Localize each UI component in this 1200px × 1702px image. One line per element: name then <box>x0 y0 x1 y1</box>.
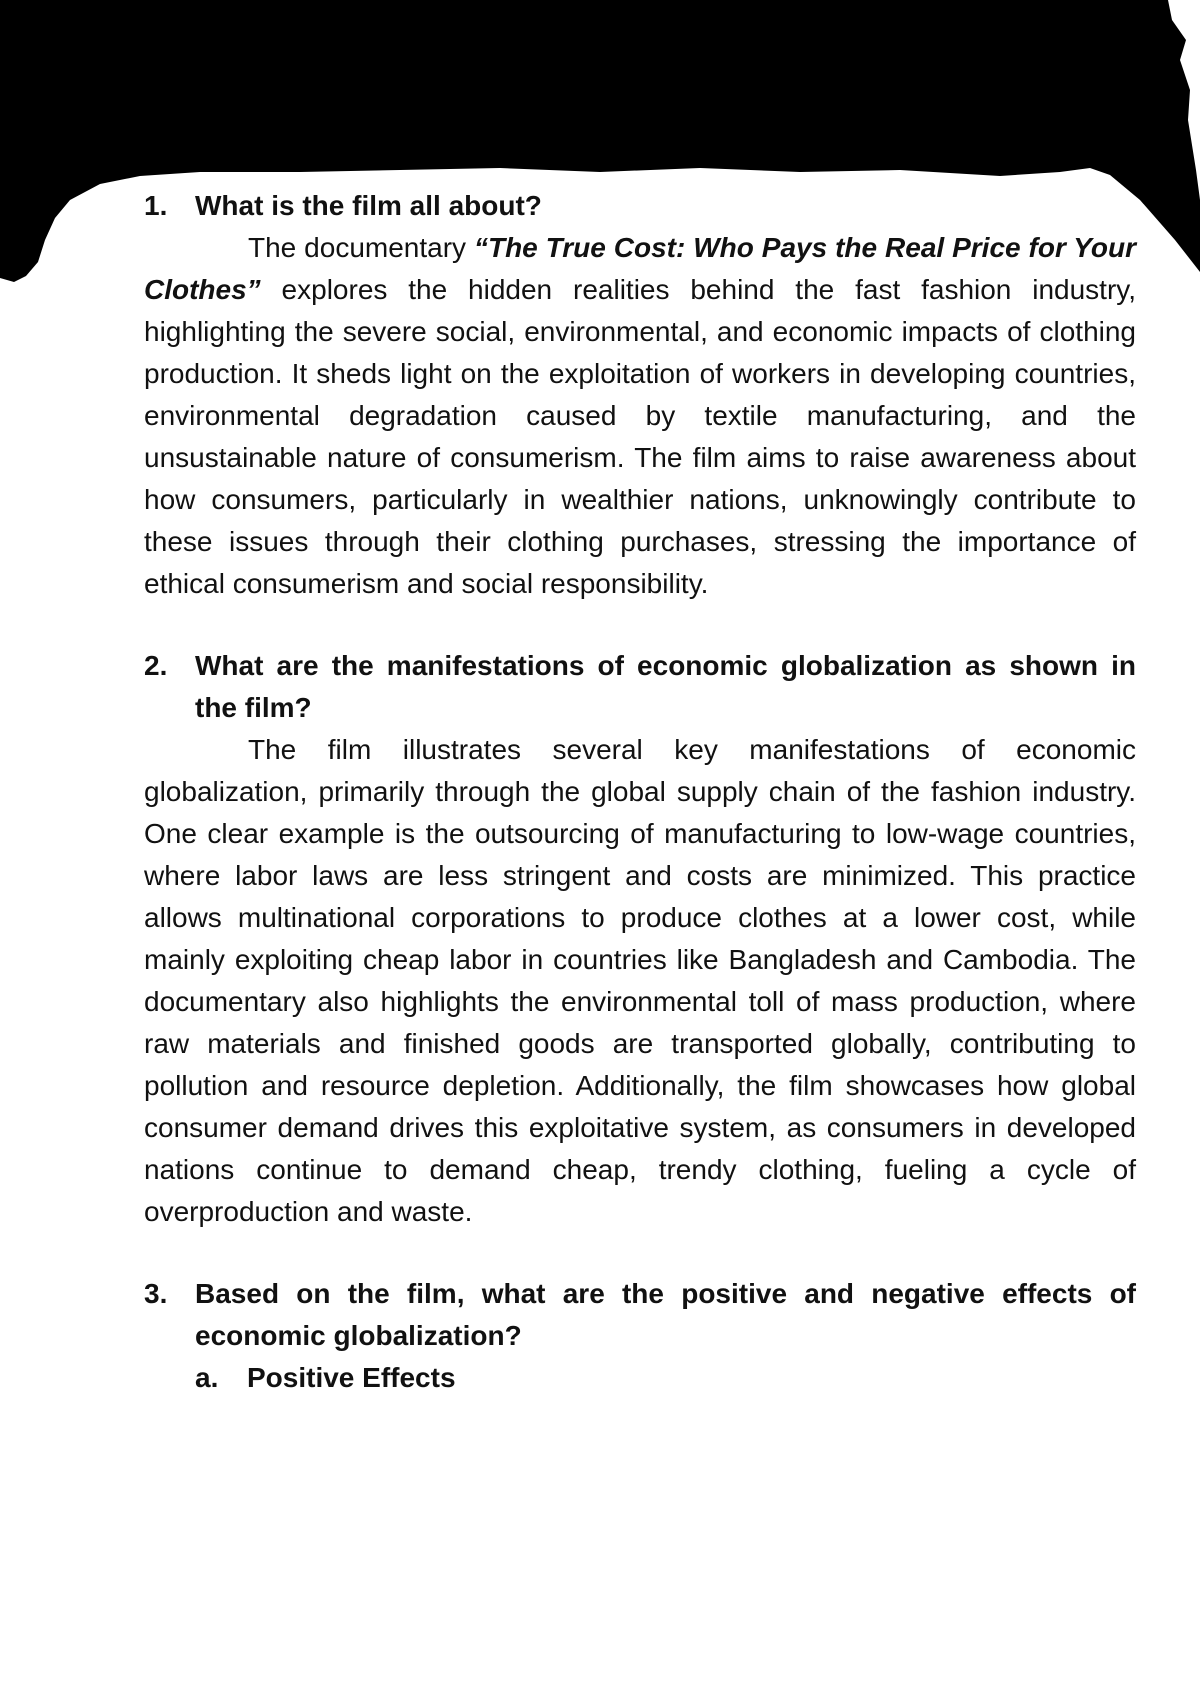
subheading-positive-effects <box>195 1357 1136 1399</box>
question-3-number: 3. <box>144 1278 168 1309</box>
question-2-number: 2. <box>144 650 168 681</box>
question-3-text: Based on the film, what are the positive and negative effects of economic globalization? <box>195 1278 1136 1351</box>
question-1-heading <box>144 185 1136 227</box>
question-1-number: 1. <box>144 190 168 221</box>
answer-1-body: explores the hidden realities behind the fast fashion industry, highlighting the severe social, environmental, and economic impacts of clothing production. It sheds light on the exploitation of workers in developing countries, environmental degradation caused by textile manufacturing, and the unsustainable nature of consumerism. The film aims to raise awareness about how consumers, particularly in wealthier nations, unknowingly contribute to these issues through their clothing purchases, stressing the importance of ethical consumerism and social responsibility. <box>144 274 1136 599</box>
question-3-heading <box>144 1273 1136 1357</box>
question-1-text: What is the film all about? <box>195 190 542 221</box>
question-2-heading <box>144 645 1136 729</box>
subheading-letter: a. <box>195 1362 219 1393</box>
subheading-text: Positive Effects <box>247 1362 456 1393</box>
question-2-text: What are the manifestations of economic globalization as shown in the film? <box>195 650 1136 723</box>
film-title: “The True Cost: Who Pays the Real Price for Your Clothes” <box>144 232 1137 305</box>
answer-1-paragraph <box>144 227 1136 605</box>
answer-1-intro: The documentary <box>248 232 474 263</box>
document-body <box>144 185 1136 1399</box>
answer-2-paragraph: The film illustrates several key manifestations of economic globalization, primarily through the global supply chain of the fashion industry. One clear example is the outsourcing of manufacturing to low-wage countries, where labor laws are less stringent and costs are minimized. This practice allows multinational corporations to produce clothes at a lower cost, while mainly exploiting cheap labor in countries like Bangladesh and Cambodia. The documentary also highlights the environmental toll of mass production, where raw materials and finished goods are transported globally, contributing to pollution and resource depletion. Additionally, the film showcases how global consumer demand drives this exploitative system, as consumers in developed nations continue to demand cheap, trendy clothing, fueling a cycle of overproduction and waste. <box>144 734 1136 1227</box>
